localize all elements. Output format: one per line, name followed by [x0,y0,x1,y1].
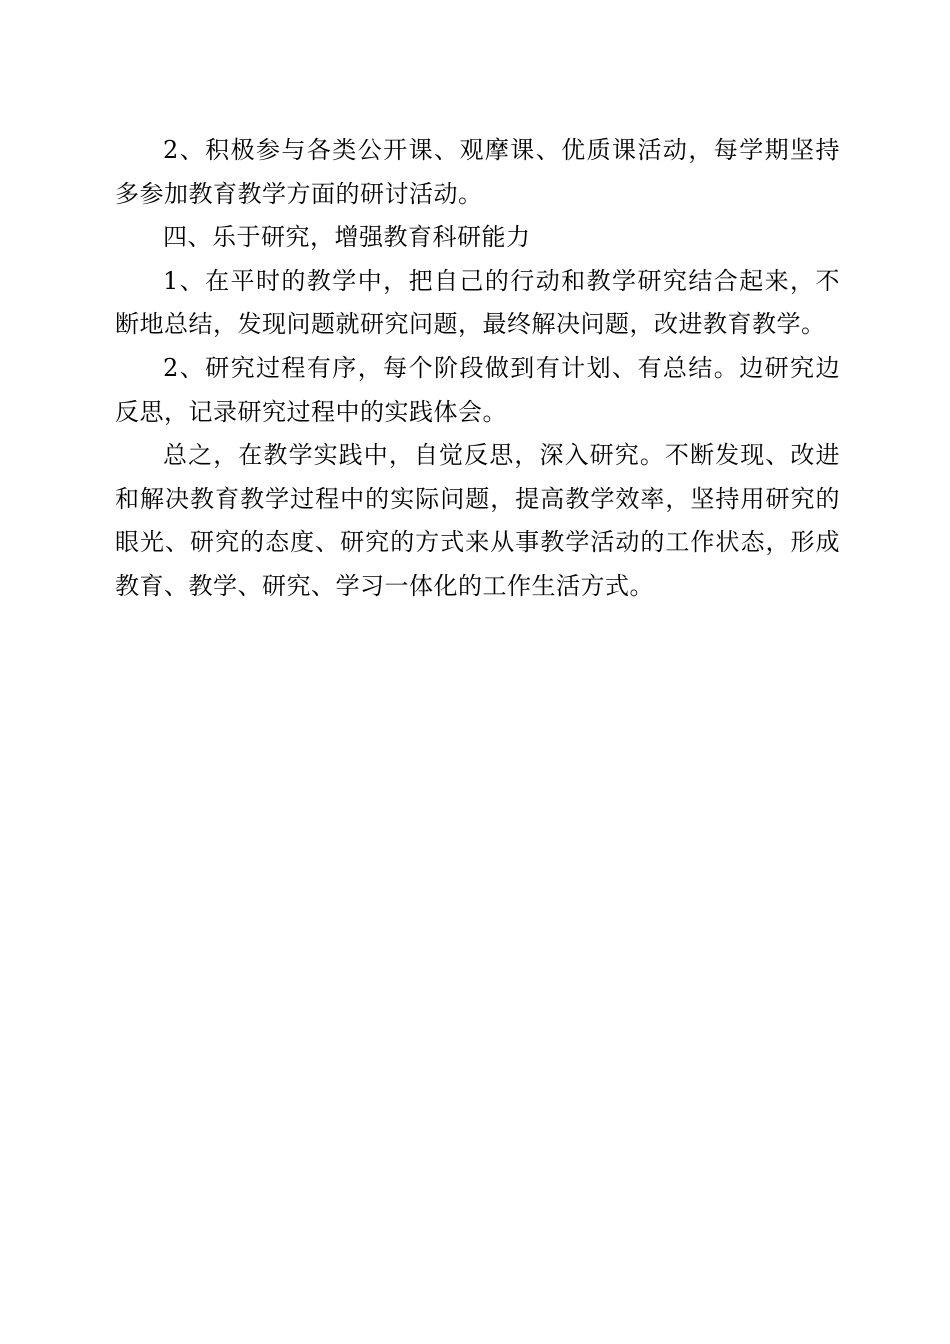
section-heading-research: 四、乐于研究，增强教育科研能力 [163,223,531,252]
paragraph-summary: 总之，在教学实践中，自觉反思，深入研究。不断发现、改进和解决教育教学过程中的实际问题，提高教学效率，坚持用研究的眼光、研究的态度、研究的方式来从事教学活动的工作状态，形成教育、教学、研究、学习一体化的工作生活方式。 [115,441,840,600]
paragraph-research-process: 2、研究过程有序，每个阶段做到有计划、有总结。边研究边反思，记录研究过程中的实践体会。 [115,353,840,426]
document-body [115,129,840,609]
paragraph-research-action: 1、在平时的教学中，把自己的行动和教学研究结合起来，不断地总结，发现问题就研究问题，最终解决问题，改进教育教学。 [115,266,840,339]
paragraph-participation: 2、积极参与各类公开课、观摩课、优质课活动，每学期坚持多参加教育教学方面的研讨活动。 [115,136,840,208]
